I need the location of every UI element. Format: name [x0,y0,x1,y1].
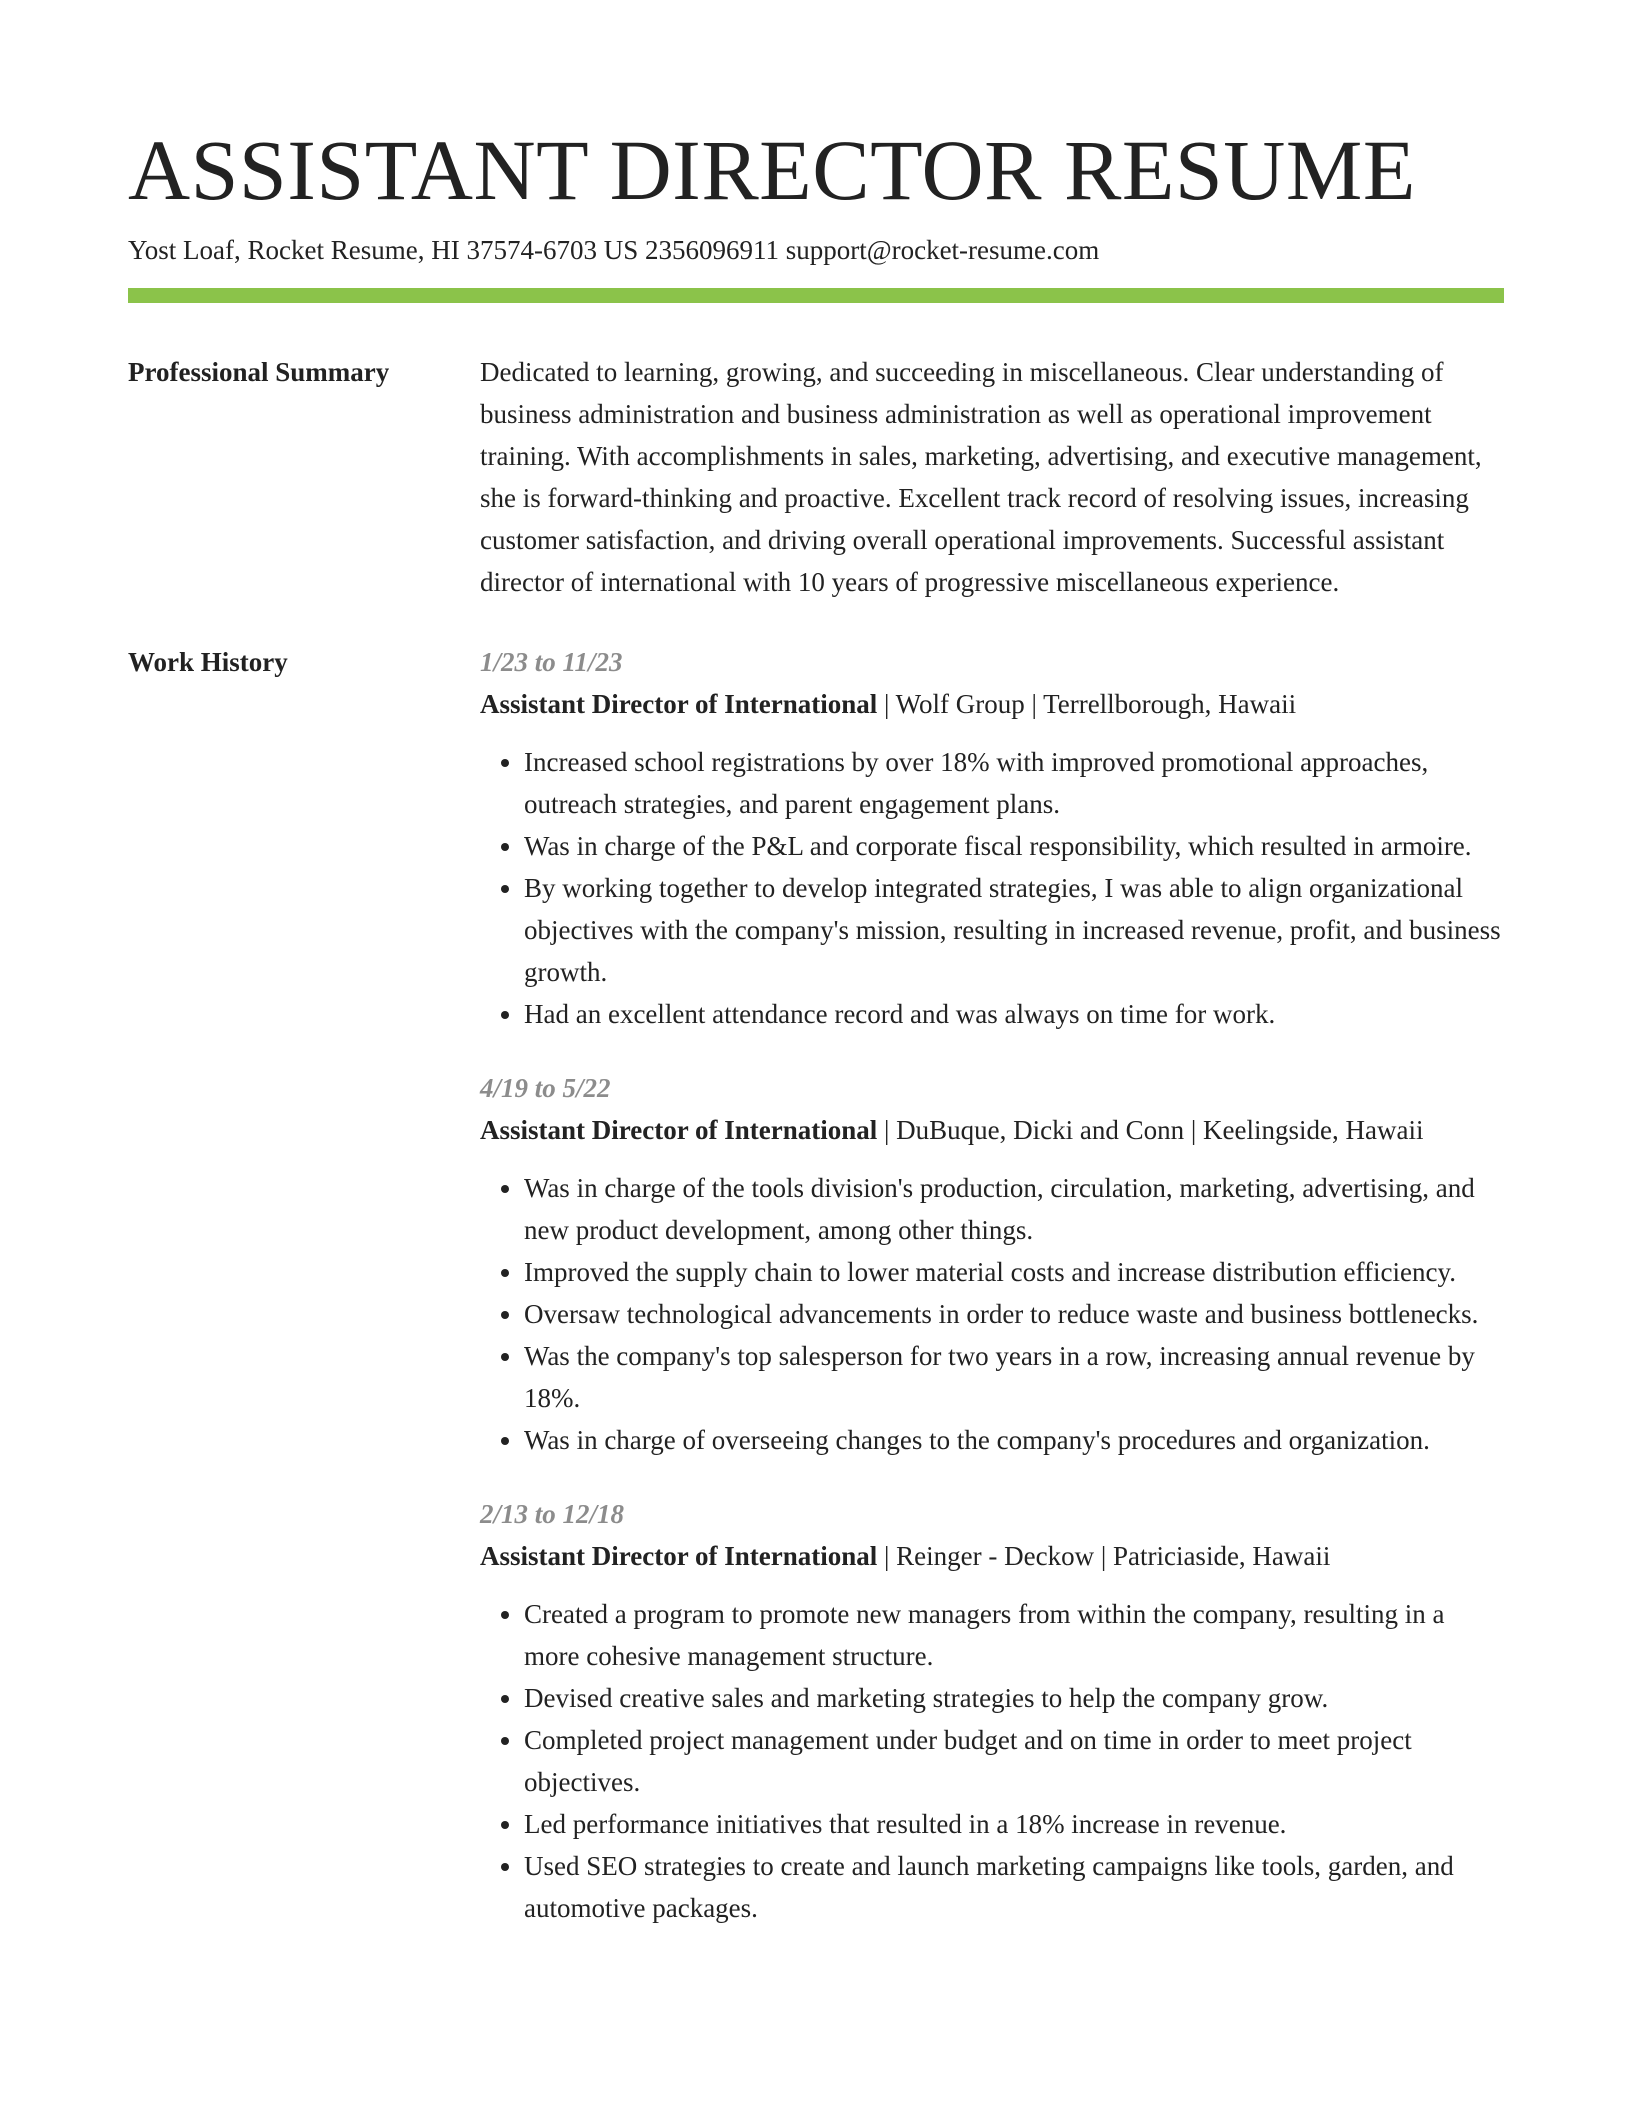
job-bullet: • Devised creative sales and marketing strategies to help the company grow. [524,1677,1504,1719]
job-title: Assistant Director of International [480,1115,878,1145]
job-heading [480,1535,1504,1577]
summary-section [128,351,1504,603]
job-bullet-list [480,1593,1504,1929]
job-heading [480,1109,1504,1151]
job-dates: 4/19 to 5/22 [480,1073,611,1103]
resume-page [128,120,1504,1929]
job-bullet: • Was in charge of the tools division's production, circulation, marketing, advertising, and new product development, among other things. [524,1167,1504,1251]
job-bullet: • Completed project management under budget and on time in order to meet project objectives. [524,1719,1504,1803]
job-details: | DuBuque, Dicki and Conn | Keelingside, Hawaii [877,1115,1424,1145]
job-details: | Wolf Group | Terrellborough, Hawaii [877,689,1297,719]
job-details: | Reinger - Deckow | Patriciaside, Hawaii [877,1541,1331,1571]
job-bullet: • Increased school registrations by over 18% with improved promotional approaches, outreach strategies, and parent engagement plans. [524,741,1504,825]
job-bullet-list [480,1167,1504,1461]
contact-line: Yost Loaf, Rocket Resume, HI 37574-6703 US 2356096911 support@rocket-resume.com [128,235,1100,265]
job-bullet: • Was the company's top salesperson for two years in a row, increasing annual revenue by 18%. [524,1335,1504,1419]
job-bullet: • Was in charge of the P&L and corporate fiscal responsibility, which resulted in armoire. [524,825,1504,867]
job-bullet-list [480,741,1504,1035]
work-history-label: Work History [128,647,288,677]
job-dates: 1/23 to 11/23 [480,647,623,677]
work-history-body [480,641,1504,1929]
job-entry [480,1067,1504,1461]
job-bullet: • Improved the supply chain to lower material costs and increase distribution efficiency. [524,1251,1504,1293]
job-entry [480,1493,1504,1929]
job-bullet: • Led performance initiatives that resulted in a 18% increase in revenue. [524,1803,1504,1845]
work-history-section [128,641,1504,1929]
job-bullet: • Used SEO strategies to create and launch marketing campaigns like tools, garden, and automotive packages. [524,1845,1504,1929]
job-bullet: • Created a program to promote new managers from within the company, resulting in a more cohesive management structure. [524,1593,1504,1677]
job-entry [480,641,1504,1035]
job-bullet: • By working together to develop integrated strategies, I was able to align organizational objectives with the company's mission, resulting in increased revenue, profit, and business growth. [524,867,1504,993]
job-title: Assistant Director of International [480,689,878,719]
job-bullet: • Was in charge of overseeing changes to the company's procedures and organization. [524,1419,1504,1461]
job-heading [480,683,1504,725]
job-dates: 2/13 to 12/18 [480,1499,625,1529]
resume-title: ASSISTANT DIRECTOR RESUME [128,122,1416,218]
summary-text: Dedicated to learning, growing, and succeeding in miscellaneous. Clear understanding of business administration and business administration as well as operational improvement training. With accomplishments in sales, marketing, advertising, and executive management, she is forward-thinking and proactive. Excellent track record of resolving issues, increasing customer satisfaction, and driving overall operational improvements. Successful assistant director of international with 10 years of progressive miscellaneous experience. [480,357,1482,597]
summary-body [480,351,1504,603]
job-bullet: • Had an excellent attendance record and was always on time for work. [524,993,1504,1035]
job-bullet: • Oversaw technological advancements in order to reduce waste and business bottlenecks. [524,1293,1504,1335]
summary-label: Professional Summary [128,357,390,387]
accent-divider [128,288,1504,303]
job-title: Assistant Director of International [480,1541,878,1571]
